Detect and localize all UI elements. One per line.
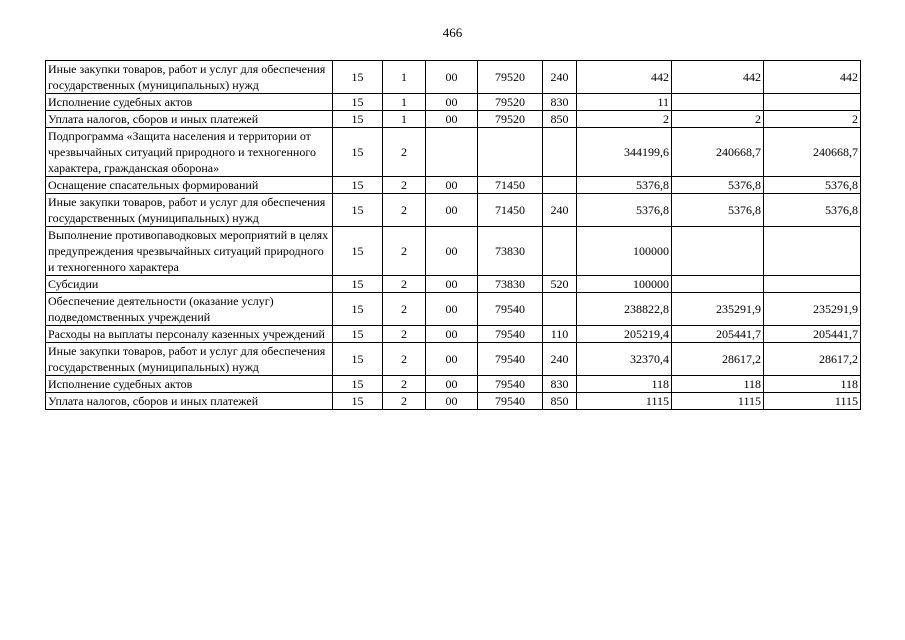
row-c1: 15 (333, 393, 383, 410)
row-v3: 118 (764, 376, 861, 393)
row-v1: 1115 (577, 393, 672, 410)
row-c2: 2 (383, 128, 426, 177)
row-v2: 5376,8 (672, 177, 764, 194)
row-c4: 79520 (478, 94, 543, 111)
row-v2 (672, 276, 764, 293)
table-body (46, 61, 861, 410)
row-v1: 11 (577, 94, 672, 111)
row-c2: 2 (383, 293, 426, 326)
row-v2: 205441,7 (672, 326, 764, 343)
row-c5: 110 (543, 326, 577, 343)
row-c2: 2 (383, 376, 426, 393)
row-v2: 118 (672, 376, 764, 393)
row-c4: 73830 (478, 276, 543, 293)
row-c5 (543, 293, 577, 326)
row-v2: 1115 (672, 393, 764, 410)
row-v3: 1115 (764, 393, 861, 410)
row-name: Исполнение судебных актов (46, 376, 333, 393)
row-c2: 2 (383, 393, 426, 410)
row-v3 (764, 276, 861, 293)
row-v3: 442 (764, 61, 861, 94)
row-c3: 00 (426, 393, 478, 410)
row-c5 (543, 227, 577, 276)
row-v3 (764, 94, 861, 111)
row-c4: 79540 (478, 393, 543, 410)
row-c3: 00 (426, 194, 478, 227)
row-c5: 520 (543, 276, 577, 293)
row-v2: 442 (672, 61, 764, 94)
row-name: Субсидии (46, 276, 333, 293)
row-c4 (478, 128, 543, 177)
row-c1: 15 (333, 111, 383, 128)
table-row (46, 326, 861, 343)
row-v1: 238822,8 (577, 293, 672, 326)
row-c3: 00 (426, 177, 478, 194)
row-c5: 830 (543, 376, 577, 393)
row-c5: 240 (543, 61, 577, 94)
row-c2: 1 (383, 111, 426, 128)
row-v3: 205441,7 (764, 326, 861, 343)
row-v3: 235291,9 (764, 293, 861, 326)
row-v1: 2 (577, 111, 672, 128)
row-v1: 205219,4 (577, 326, 672, 343)
row-c1: 15 (333, 177, 383, 194)
table-row (46, 293, 861, 326)
row-c4: 73830 (478, 227, 543, 276)
row-v1: 32370,4 (577, 343, 672, 376)
row-c4: 79520 (478, 111, 543, 128)
row-c3: 00 (426, 94, 478, 111)
row-c4: 79540 (478, 343, 543, 376)
row-c1: 15 (333, 293, 383, 326)
row-c1: 15 (333, 326, 383, 343)
row-c2: 2 (383, 194, 426, 227)
row-v1: 100000 (577, 227, 672, 276)
row-c2: 2 (383, 326, 426, 343)
table-row (46, 393, 861, 410)
row-name: Уплата налогов, сборов и иных платежей (46, 393, 333, 410)
table-row (46, 343, 861, 376)
row-c1: 15 (333, 94, 383, 111)
row-v1: 100000 (577, 276, 672, 293)
row-c2: 2 (383, 343, 426, 376)
row-c3: 00 (426, 61, 478, 94)
row-v3: 5376,8 (764, 177, 861, 194)
page-number: 466 (442, 25, 463, 40)
row-c5: 850 (543, 393, 577, 410)
table-row (46, 194, 861, 227)
row-name: Иные закупки товаров, работ и услуг для обеспечения государственных (муниципальных) нужд (46, 343, 333, 376)
table-row (46, 94, 861, 111)
row-c5 (543, 128, 577, 177)
row-v2: 5376,8 (672, 194, 764, 227)
row-v2 (672, 94, 764, 111)
row-c1: 15 (333, 61, 383, 94)
table-row (46, 376, 861, 393)
row-c2: 1 (383, 94, 426, 111)
row-v3: 240668,7 (764, 128, 861, 177)
row-c1: 15 (333, 227, 383, 276)
row-v3: 2 (764, 111, 861, 128)
row-c3: 00 (426, 276, 478, 293)
row-c3 (426, 128, 478, 177)
row-c5: 240 (543, 194, 577, 227)
row-c3: 00 (426, 111, 478, 128)
row-v2: 235291,9 (672, 293, 764, 326)
table-row (46, 227, 861, 276)
row-c5: 850 (543, 111, 577, 128)
row-name: Исполнение судебных актов (46, 94, 333, 111)
row-c2: 2 (383, 227, 426, 276)
row-c2: 2 (383, 276, 426, 293)
row-name: Иные закупки товаров, работ и услуг для обеспечения государственных (муниципальных) нужд (46, 61, 333, 94)
row-v2: 28617,2 (672, 343, 764, 376)
row-c4: 79540 (478, 326, 543, 343)
row-c4: 71450 (478, 177, 543, 194)
row-c5: 240 (543, 343, 577, 376)
row-c1: 15 (333, 343, 383, 376)
row-c3: 00 (426, 293, 478, 326)
row-v3 (764, 227, 861, 276)
row-c5: 830 (543, 94, 577, 111)
row-v1: 442 (577, 61, 672, 94)
row-c2: 2 (383, 177, 426, 194)
row-c1: 15 (333, 276, 383, 293)
row-c4: 71450 (478, 194, 543, 227)
budget-table (45, 60, 861, 410)
row-v3: 5376,8 (764, 194, 861, 227)
row-name: Расходы на выплаты персоналу казенных учреждений (46, 326, 333, 343)
row-c4: 79540 (478, 376, 543, 393)
table-row (46, 177, 861, 194)
row-c5 (543, 177, 577, 194)
row-v1: 5376,8 (577, 177, 672, 194)
row-name: Уплата налогов, сборов и иных платежей (46, 111, 333, 128)
row-v1: 5376,8 (577, 194, 672, 227)
row-v1: 344199,6 (577, 128, 672, 177)
row-name: Иные закупки товаров, работ и услуг для обеспечения государственных (муниципальных) нужд (46, 194, 333, 227)
row-c1: 15 (333, 128, 383, 177)
table-row (46, 111, 861, 128)
row-c1: 15 (333, 194, 383, 227)
row-c3: 00 (426, 376, 478, 393)
row-v2: 240668,7 (672, 128, 764, 177)
row-c3: 00 (426, 326, 478, 343)
row-v2: 2 (672, 111, 764, 128)
row-v3: 28617,2 (764, 343, 861, 376)
row-v2 (672, 227, 764, 276)
row-c3: 00 (426, 343, 478, 376)
row-c1: 15 (333, 376, 383, 393)
row-c4: 79520 (478, 61, 543, 94)
table-row (46, 61, 861, 94)
row-name: Подпрограмма «Защита населения и территории от чрезвычайных ситуаций природного и техногенного характера, гражданская оборона» (46, 128, 333, 177)
row-v1: 118 (577, 376, 672, 393)
table-row (46, 276, 861, 293)
row-name: Обеспечение деятельности (оказание услуг) подведомственных учреждений (46, 293, 333, 326)
table-row (46, 128, 861, 177)
row-name: Выполнение противопаводковых мероприятий в целях предупреждения чрезвычайных ситуаций природного и техногенного характера (46, 227, 333, 276)
row-c2: 1 (383, 61, 426, 94)
row-c4: 79540 (478, 293, 543, 326)
row-name: Оснащение спасательных формирований (46, 177, 333, 194)
row-c3: 00 (426, 227, 478, 276)
